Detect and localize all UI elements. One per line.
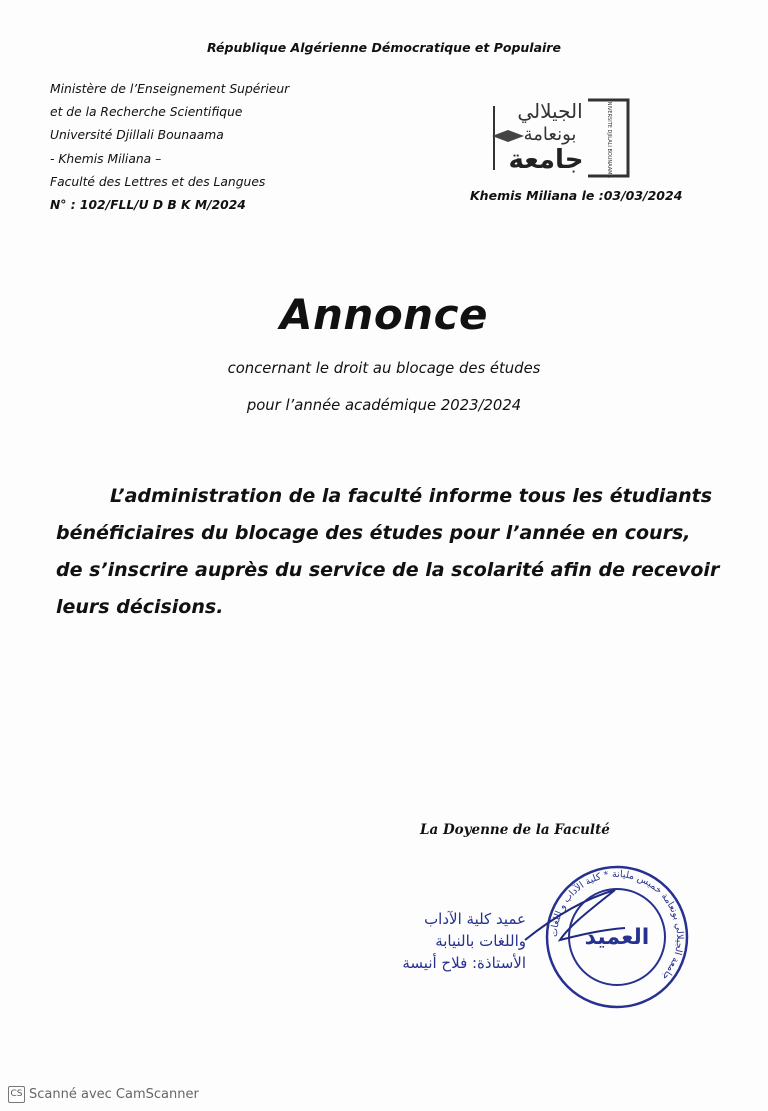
scanner-footer (8, 1086, 199, 1103)
ministry-line-1: Ministère de l’Enseignement Supérieur (50, 82, 290, 96)
svg-text:جامعة الجيلالي بونعامة خميس مل: جامعة الجيلالي بونعامة خميس مليانة * كلية الآداب و اللغات (548, 868, 686, 983)
subtitle-line-2: pour l’année académique 2023/2024 (246, 397, 522, 414)
body-line-2: bénéficiaires du blocage des études pour l’année en cours, (56, 522, 691, 544)
announcement-title: Annonce (280, 290, 488, 339)
institution-header (50, 78, 289, 217)
body-line-4: leurs décisions. (56, 596, 224, 618)
university-city: - Khemis Miliana – (50, 151, 162, 166)
stamp-line-2: واللغات بالنيابة (435, 932, 526, 950)
stamp-line-1: عميد كلية الآداب (424, 910, 526, 928)
scanner-footer-text: Scanné avec CamScanner (29, 1087, 199, 1102)
camscanner-icon: CS (8, 1086, 25, 1103)
faculty-name: Faculté des Lettres et des Langues (50, 174, 266, 189)
signer-title: La Doyenne de la Faculté (420, 822, 610, 838)
body-line-3: de s’inscrire auprès du service de la scolarité afin de recevoir (56, 559, 720, 581)
body-line-1: L’administration de la faculté informe tous les étudiants (110, 485, 713, 507)
svg-text:UNIVERSITE DJILALI BOUNAAMA: UNIVERSITE DJILALI BOUNAAMA (606, 98, 612, 178)
republic-heading: République Algérienne Démocratique et Populaire (207, 40, 561, 55)
svg-text:جامعة: جامعة (508, 145, 584, 175)
dean-stamp (376, 908, 526, 974)
svg-text:العميد: العميد (584, 925, 650, 950)
reference-number: N° : 102/FLL/U D B K M/2024 (50, 198, 246, 213)
svg-text:الجيلالي: الجيلالي (517, 99, 583, 123)
university-logo (488, 96, 634, 180)
stamp-line-3: الأستاذة: فلاح أنيسة (402, 954, 526, 972)
subtitle-line-1: concernant le droit au blocage des études (227, 360, 541, 377)
svg-text:بونعامة: بونعامة (523, 124, 577, 145)
announcement-body (56, 478, 721, 626)
university-name: Université Djillali Bounaama (50, 128, 224, 143)
document-date: Khemis Miliana le :03/03/2024 (470, 188, 683, 203)
ministry-line-2: et de la Recherche Scientifique (50, 105, 243, 120)
signature-scribble (520, 880, 630, 960)
